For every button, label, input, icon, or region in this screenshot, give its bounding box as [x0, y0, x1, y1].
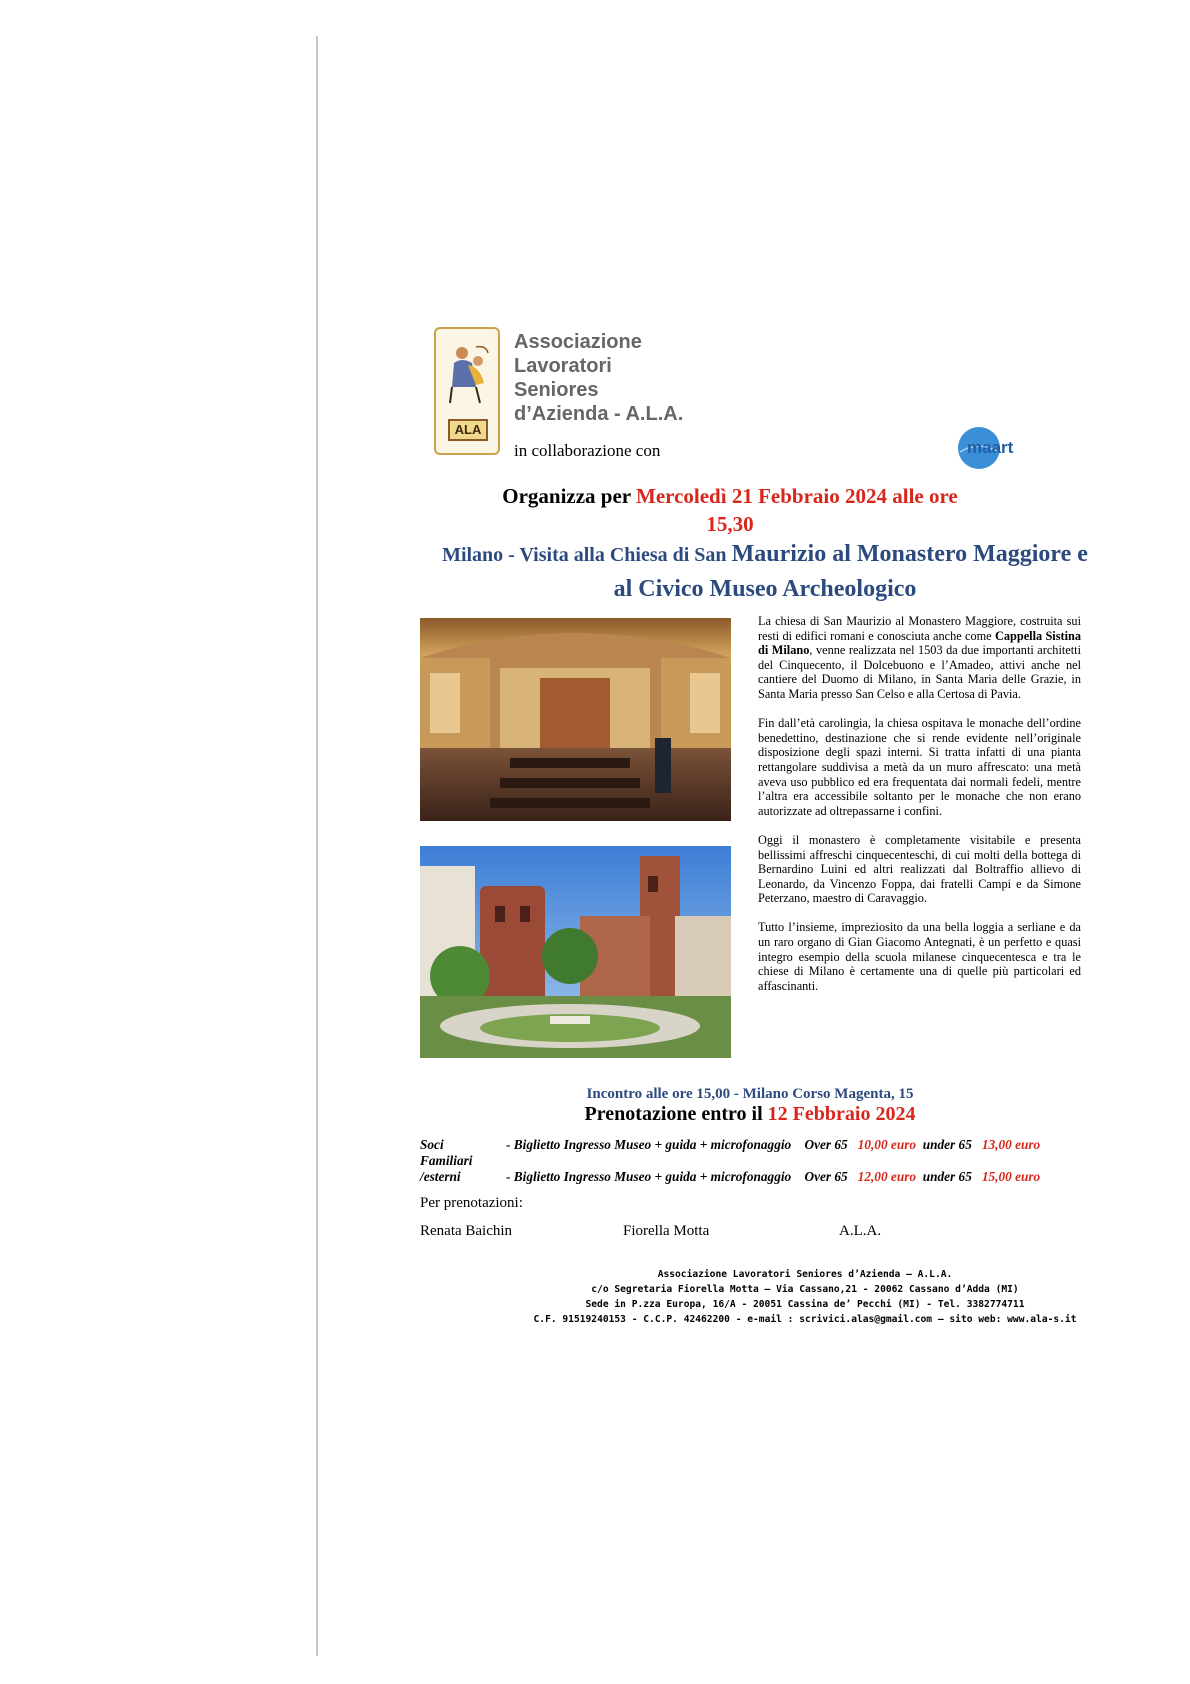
description-paragraph: Fin dall’età carolingia, la chiesa ospitava le monache dell’ordine benedettino, destinazione che si rende evidente nell’originale disposizione degli spazi interni. Si tratta infatti di una pianta rettangolare suddivisa a metà da un muro affrescato: una metà aveva uso pubblico ed era frequentata dai normali fedeli, mentre l’altra era accessibile soltanto per le monache che non erano autorizzate ad oltrepassarne i confini.	[758, 716, 1081, 818]
price-item-text: - Biglietto Ingresso Museo + guida + microfonaggio	[506, 1137, 792, 1152]
contact-name: Fiorella Motta	[623, 1223, 710, 1239]
ala-logo-plaque: ALA	[448, 419, 488, 441]
org-name-line: Seniores	[514, 379, 599, 401]
description-text	[758, 614, 1081, 1008]
headline-prefix: Organizza per	[502, 484, 636, 508]
organization-name	[514, 330, 774, 426]
left-margin-line	[316, 36, 318, 1656]
maart-logo	[958, 426, 1030, 470]
price-under-label: under 65	[922, 1169, 972, 1184]
footer-line: C.F. 91519240153 - C.C.P. 42462200 - e-mail : scrivici.alas@gmail.com – sito web: www.ala-s.it	[533, 1314, 1077, 1325]
title-part1: Milano - Visita alla Chiesa di San	[442, 544, 732, 566]
meeting-info: Incontro alle ore 15,00 - Milano Corso Magenta, 15	[586, 1086, 914, 1102]
org-name-line: d’Azienda - A.L.A.	[514, 403, 684, 425]
contacts-label: Per prenotazioni:	[420, 1195, 523, 1211]
price-over-value: 10,00 euro	[857, 1137, 917, 1152]
price-over-value: 12,00 euro	[857, 1169, 917, 1184]
price-category: Soci	[420, 1137, 444, 1152]
price-over-label: Over 65	[804, 1137, 848, 1152]
price-category: Familiari	[420, 1153, 473, 1168]
description-paragraph	[758, 614, 1081, 702]
contact-name: A.L.A.	[839, 1223, 882, 1239]
booking-deadline	[420, 1101, 1080, 1127]
headline-time: 15,30	[706, 512, 754, 536]
footer-line: Sede in P.zza Europa, 16/A - 20051 Cassina de’ Pecchi (MI) - Tel. 3382774711	[585, 1299, 1025, 1310]
desc-p1-bold: Cappella Sistina di Milano	[758, 628, 1082, 658]
footer	[420, 1267, 1190, 1327]
price-under-value: 13,00 euro	[981, 1137, 1041, 1152]
price-item	[506, 1137, 1040, 1153]
desc-p1-after: , venne realizzata nel 1503 da due importanti architetti del Cinquecento, il Dolcebuono e l’Amadeo, attivi anche nel cantiere del Duomo di Milano, in Santa Maria delle Grazie, in Santa Maria presso San Celso e alla Certosa di Pavia.	[758, 643, 1081, 701]
org-name-line: Associazione	[514, 331, 642, 353]
title-part2: Maurizio al Monastero Maggiore e	[731, 541, 1088, 567]
ala-logo-figure-icon	[446, 343, 490, 405]
description-paragraph: Oggi il monastero è completamente visitabile e presenta bellissimi affreschi cinquecenteschi, di cui molti della bottega di Bernardino Luini ed altri realizzati dal Boltraffio allievo di Leonardo, da Vincenzo Foppa, dai fratelli Campi e da Simone Peterzano, maestro di Caravaggio.	[758, 832, 1081, 906]
event-title	[420, 538, 1110, 608]
booking-label: Prenotazione entro il	[584, 1103, 768, 1125]
price-under-label: under 65	[922, 1137, 972, 1152]
footer-line: c/o Segretaria Fiorella Motta – Via Cassano,21 - 20062 Cassano d’Adda (MI)	[591, 1284, 1019, 1295]
price-item-text: - Biglietto Ingresso Museo + guida + microfonaggio	[506, 1169, 792, 1184]
title-part3: al Civico Museo Archeologico	[613, 576, 917, 602]
event-headline	[420, 482, 1040, 538]
museum-exterior-photo	[420, 846, 731, 1058]
price-category: /esterni	[420, 1169, 461, 1184]
maart-logo-text: maart	[967, 438, 1014, 457]
footer-line: Associazione Lavoratori Seniores d’Azienda – A.L.A.	[657, 1269, 953, 1280]
org-name-line: Lavoratori	[514, 355, 612, 377]
contact-name: Renata Baichin	[420, 1223, 513, 1239]
price-under-value: 15,00 euro	[981, 1169, 1041, 1184]
headline-date: Mercoledì 21 Febbraio 2024 alle ore	[636, 484, 958, 508]
desc-p1-before: La chiesa di San Maurizio al Monastero Maggiore, costruita sui resti di edifici romani e conosciuta anche come	[758, 614, 1081, 643]
price-item	[506, 1169, 1040, 1185]
ala-logo	[434, 327, 500, 455]
church-interior-photo	[420, 618, 731, 821]
booking-date: 12 Febbraio 2024	[767, 1103, 916, 1125]
description-paragraph: Tutto l’insieme, impreziosito da una bella loggia a serliane e da un raro organo di Gian Giacomo Antegnati, è un perfetto e quasi integro esempio della scuola milanese cinquecentesca e tra le chiese di Milano è certamente una di quelle più particolari ed affascinanti.	[758, 920, 1081, 993]
price-over-label: Over 65	[804, 1169, 848, 1184]
collaboration-text: in collaborazione con	[514, 441, 661, 460]
